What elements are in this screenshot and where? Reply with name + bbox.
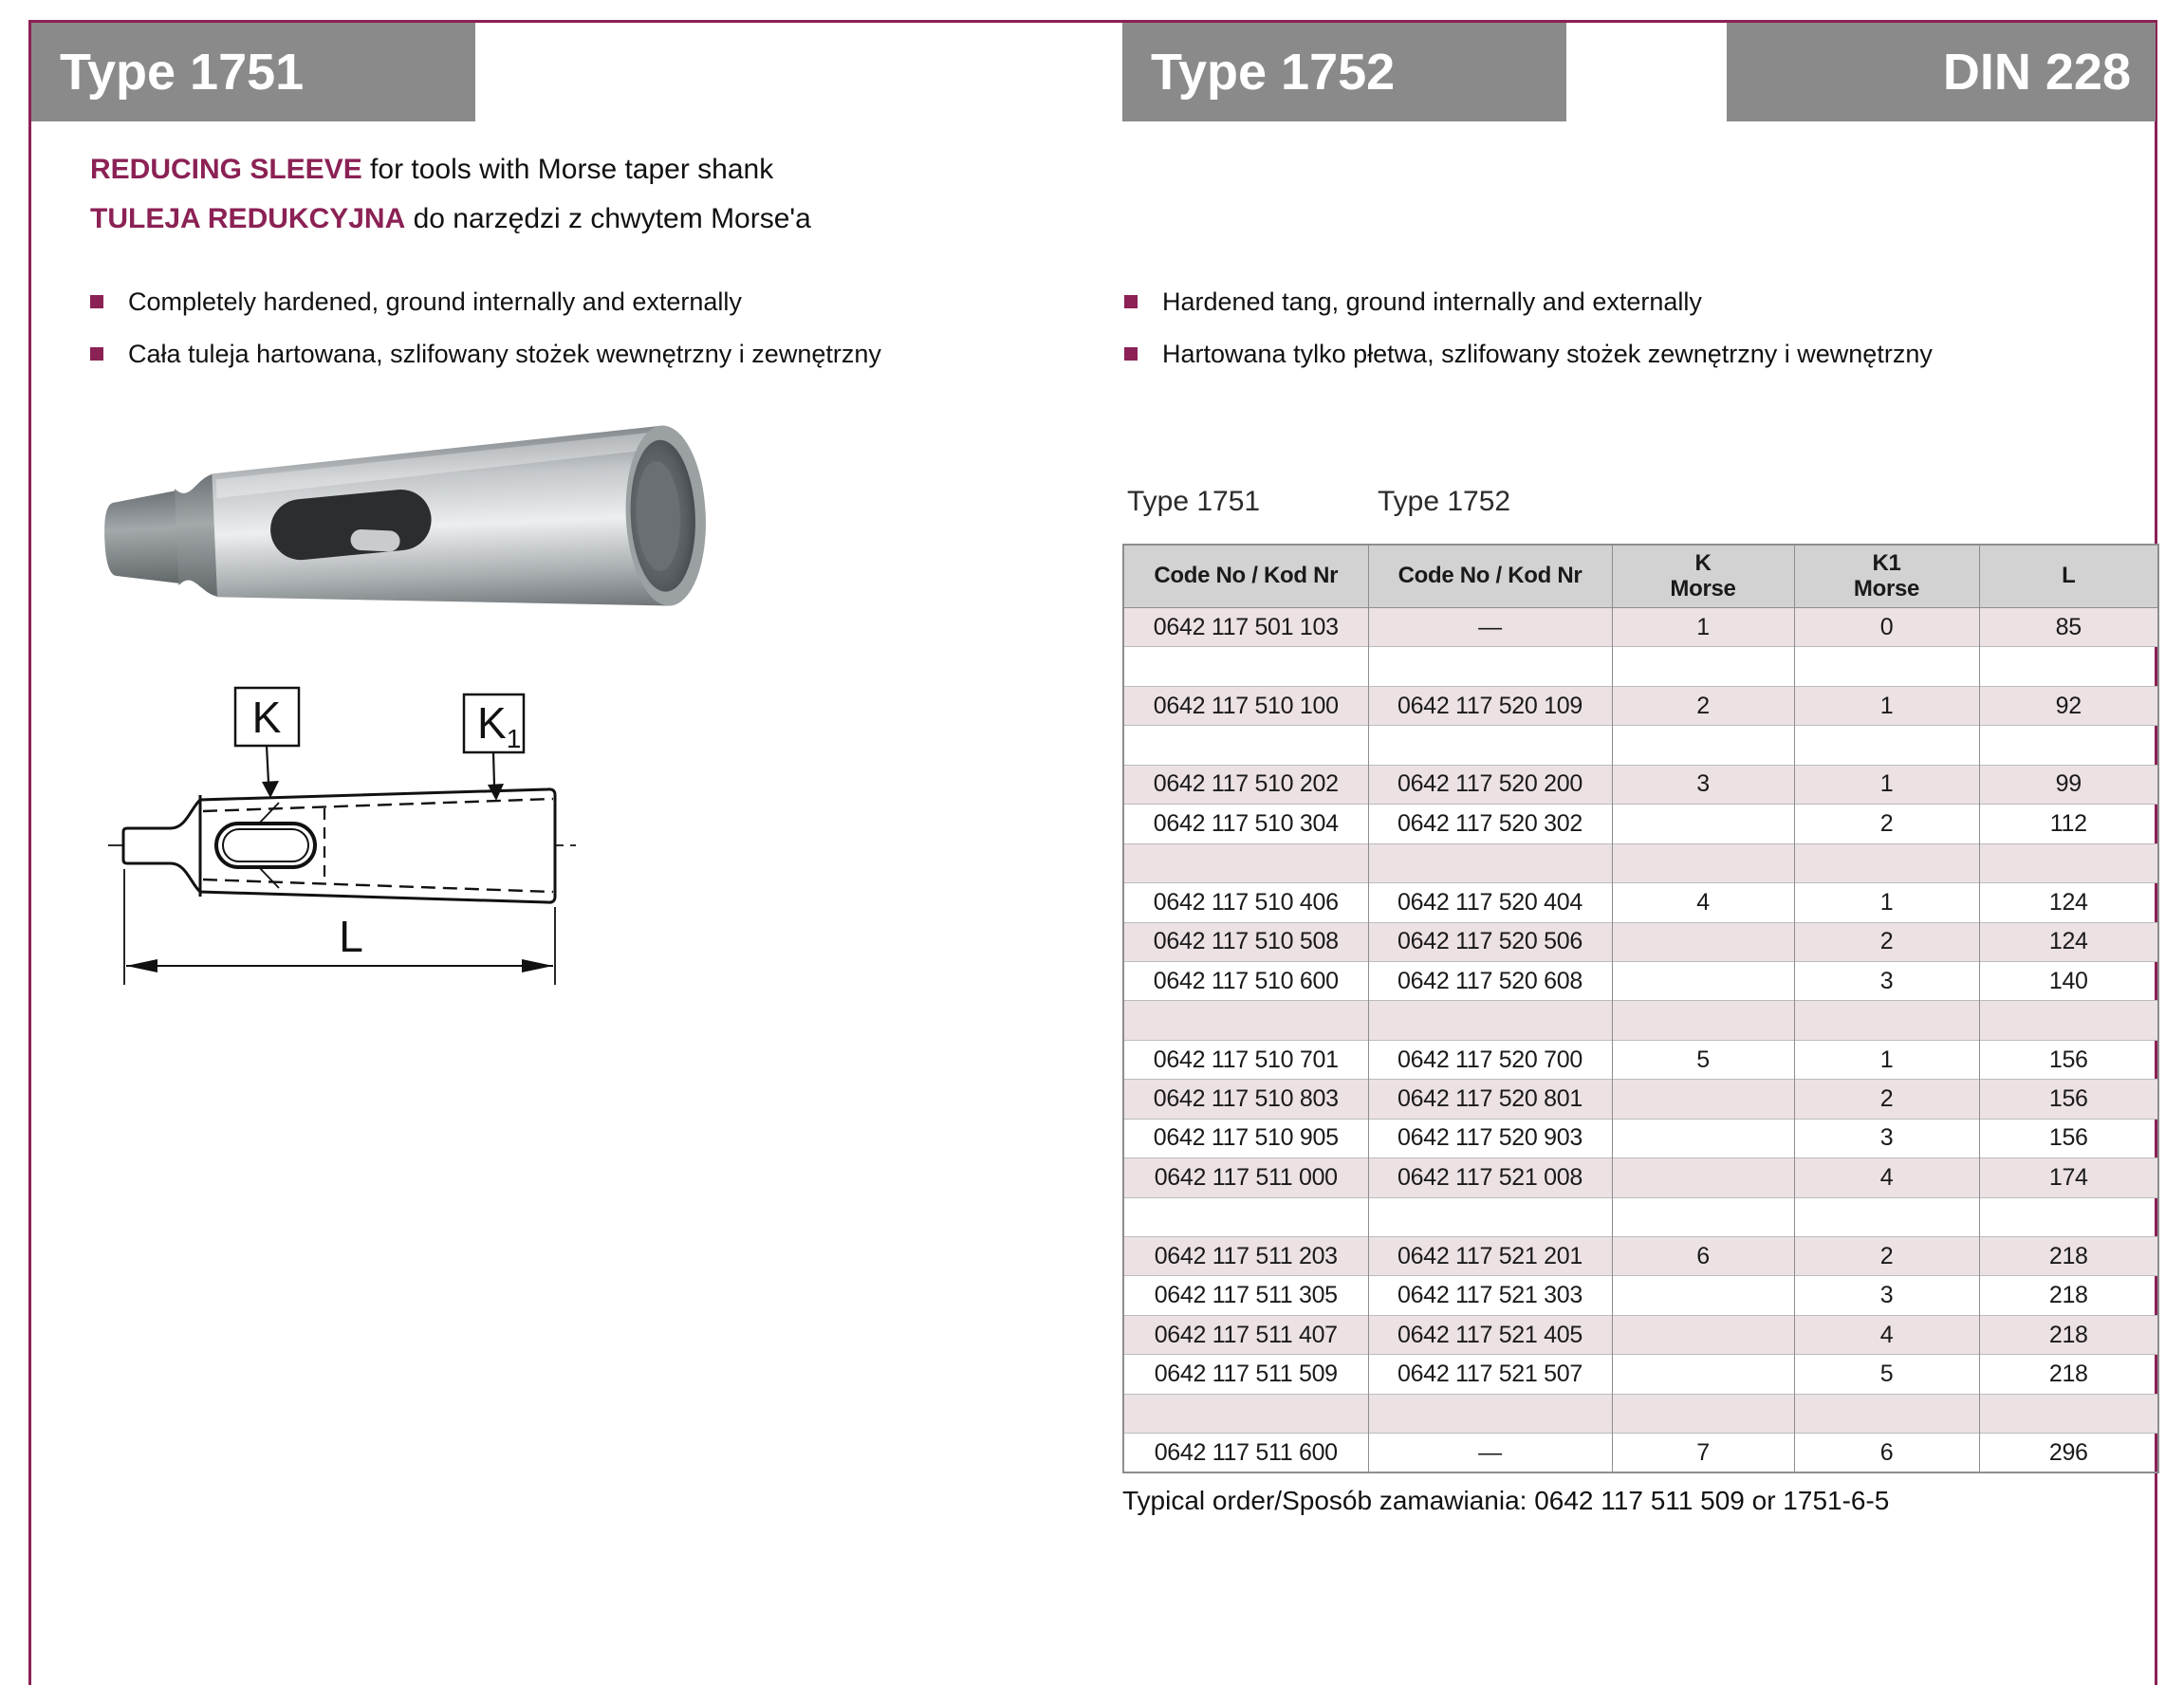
- product-title-en-rest: for tools with Morse taper shank: [361, 154, 774, 185]
- header-type-1751-label: Type 1751: [60, 44, 305, 101]
- cell-k1-morse: [1794, 1197, 1979, 1236]
- cell-k1-morse: 1: [1794, 1040, 1979, 1079]
- header-din-label: DIN 228: [1942, 44, 2131, 101]
- cell-k1-morse: [1794, 1394, 1979, 1433]
- product-title-en-bold: REDUCING SLEEVE: [90, 154, 362, 185]
- bullet-square-icon: [90, 347, 103, 361]
- cell-code-1751: [1123, 1394, 1368, 1433]
- cell-k1-morse: 4: [1794, 1315, 1979, 1354]
- col-header-k1-morse: K1 Morse: [1794, 545, 1979, 608]
- cell-k1-morse: 1: [1794, 765, 1979, 804]
- cell-code-1751: 0642 117 510 406: [1123, 883, 1368, 922]
- col-header-l: L: [1979, 545, 2158, 608]
- cell-l: 85: [1979, 608, 2158, 647]
- cell-code-1752: —: [1368, 1434, 1612, 1473]
- cell-l: 156: [1979, 1080, 2158, 1119]
- cell-k-morse: [1612, 961, 1794, 1000]
- cell-l: 140: [1979, 961, 2158, 1000]
- table-row: [1123, 686, 2158, 725]
- cell-l: 296: [1979, 1434, 2158, 1473]
- cell-code-1751: 0642 117 510 803: [1123, 1080, 1368, 1119]
- cell-code-1752: 0642 117 520 506: [1368, 922, 1612, 961]
- cell-code-1752: 0642 117 520 200: [1368, 765, 1612, 804]
- header-type-1751: [31, 23, 475, 121]
- cell-code-1751: [1123, 1001, 1368, 1040]
- cell-k-morse: 6: [1612, 1237, 1794, 1276]
- cell-code-1752: 0642 117 520 903: [1368, 1119, 1612, 1157]
- cell-l: 124: [1979, 922, 2158, 961]
- cell-code-1752: 0642 117 521 507: [1368, 1355, 1612, 1394]
- cell-code-1752: 0642 117 521 405: [1368, 1315, 1612, 1354]
- feature-left-1-text: Completely hardened, ground internally and externally: [128, 287, 742, 316]
- cell-k1-morse: [1794, 726, 1979, 765]
- feature-right-1: [1124, 287, 1702, 317]
- cell-k1-morse: 4: [1794, 1158, 1979, 1197]
- table-row: [1123, 608, 2158, 647]
- cell-l: [1979, 1394, 2158, 1433]
- cell-code-1752: 0642 117 520 404: [1368, 883, 1612, 922]
- cell-l: [1979, 1197, 2158, 1236]
- cell-code-1751: 0642 117 510 100: [1123, 686, 1368, 725]
- cell-code-1752: 0642 117 520 801: [1368, 1080, 1612, 1119]
- cell-code-1751: [1123, 647, 1368, 686]
- cell-k1-morse: 1: [1794, 883, 1979, 922]
- cell-l: [1979, 726, 2158, 765]
- table-row: [1123, 1080, 2158, 1119]
- cell-k-morse: [1612, 805, 1794, 843]
- cell-k1-morse: [1794, 1001, 1979, 1040]
- col-header-code-1752: Code No / Kod Nr: [1368, 545, 1612, 608]
- sleeve-render: [101, 424, 710, 630]
- feature-right-2-text: Hartowana tylko płetwa, szlifowany stożek zewnętrzny i wewnętrzny: [1162, 340, 1933, 368]
- table-row: [1123, 1434, 2158, 1473]
- cell-code-1751: 0642 117 511 000: [1123, 1158, 1368, 1197]
- cell-l: 156: [1979, 1040, 2158, 1079]
- cell-k-morse: 5: [1612, 1040, 1794, 1079]
- table-row: [1123, 1197, 2158, 1236]
- parts-table-head: [1123, 545, 2158, 608]
- cell-l: 218: [1979, 1315, 2158, 1354]
- cell-l: 174: [1979, 1158, 2158, 1197]
- table-row: [1123, 922, 2158, 961]
- product-title-pl: [90, 203, 811, 235]
- cell-code-1751: 0642 117 511 407: [1123, 1315, 1368, 1354]
- feature-right-1-text: Hardened tang, ground internally and externally: [1162, 287, 1702, 316]
- cell-k-morse: [1612, 1001, 1794, 1040]
- table-row: [1123, 843, 2158, 882]
- cell-k-morse: [1612, 843, 1794, 882]
- k-leader-line: [267, 746, 268, 783]
- cell-l: 92: [1979, 686, 2158, 725]
- cell-l: [1979, 1001, 2158, 1040]
- bullet-square-icon: [90, 295, 103, 308]
- cell-k1-morse: 3: [1794, 1276, 1979, 1315]
- cell-code-1752: [1368, 1394, 1612, 1433]
- product-title-pl-rest: do narzędzi z chwytem Morse'a: [405, 203, 811, 234]
- cell-k1-morse: 0: [1794, 608, 1979, 647]
- cell-k-morse: [1612, 1119, 1794, 1157]
- cell-k1-morse: 2: [1794, 1237, 1979, 1276]
- cell-code-1751: 0642 117 511 305: [1123, 1276, 1368, 1315]
- cell-l: 156: [1979, 1119, 2158, 1157]
- cell-k-morse: 3: [1612, 765, 1794, 804]
- cell-k1-morse: 2: [1794, 1080, 1979, 1119]
- bullet-square-icon: [1124, 347, 1138, 361]
- cell-code-1752: [1368, 1001, 1612, 1040]
- k1-label: $K_1$: [477, 698, 522, 753]
- table-row: [1123, 647, 2158, 686]
- header-type-1752: [1122, 23, 1566, 121]
- table-row: [1123, 883, 2158, 922]
- table-row: [1123, 1040, 2158, 1079]
- l-label: L: [339, 912, 363, 961]
- cell-l: 218: [1979, 1276, 2158, 1315]
- cell-code-1751: 0642 117 501 103: [1123, 608, 1368, 647]
- table-row: [1123, 1237, 2158, 1276]
- cell-k-morse: 2: [1612, 686, 1794, 725]
- cell-k-morse: 4: [1612, 883, 1794, 922]
- table-row: [1123, 1394, 2158, 1433]
- cell-k1-morse: 3: [1794, 961, 1979, 1000]
- parts-table: [1122, 544, 2159, 1473]
- cell-code-1752: —: [1368, 608, 1612, 647]
- cell-code-1752: 0642 117 520 109: [1368, 686, 1612, 725]
- cell-code-1751: 0642 117 510 508: [1123, 922, 1368, 961]
- cell-code-1752: [1368, 843, 1612, 882]
- k1-leader-line: [493, 752, 494, 786]
- cell-l: [1979, 647, 2158, 686]
- product-title-pl-bold: TULEJA REDUKCYJNA: [90, 203, 406, 234]
- cell-code-1751: 0642 117 511 600: [1123, 1434, 1368, 1473]
- cell-code-1751: 0642 117 511 509: [1123, 1355, 1368, 1394]
- cell-code-1751: 0642 117 510 600: [1123, 961, 1368, 1000]
- feature-left-2: [90, 340, 881, 369]
- cell-code-1751: 0642 117 511 203: [1123, 1237, 1368, 1276]
- cell-k-morse: [1612, 1355, 1794, 1394]
- table-row: [1123, 1001, 2158, 1040]
- cell-code-1751: 0642 117 510 202: [1123, 765, 1368, 804]
- cell-k1-morse: 6: [1794, 1434, 1979, 1473]
- k-label: K: [251, 693, 282, 742]
- table-group-label-1752: Type 1752: [1378, 486, 1511, 517]
- table-row: [1123, 1355, 2158, 1394]
- feature-left-1: [90, 287, 742, 317]
- cell-l: 218: [1979, 1355, 2158, 1394]
- cell-code-1752: 0642 117 520 302: [1368, 805, 1612, 843]
- cell-l: 112: [1979, 805, 2158, 843]
- cell-k-morse: 1: [1612, 608, 1794, 647]
- cell-code-1752: 0642 117 520 700: [1368, 1040, 1612, 1079]
- cell-k1-morse: 2: [1794, 922, 1979, 961]
- table-row: [1123, 1315, 2158, 1354]
- typical-order-note: Typical order/Sposób zamawiania: 0642 117 511 509 or 1751-6-5: [1122, 1486, 1890, 1515]
- feature-left-2-text: Cała tuleja hartowana, szlifowany stożek wewnętrzny i zewnętrzny: [128, 340, 881, 368]
- cell-k1-morse: [1794, 647, 1979, 686]
- table-row: [1123, 1158, 2158, 1197]
- table-row: [1123, 961, 2158, 1000]
- table-row: [1123, 1119, 2158, 1157]
- parts-table-body: [1123, 608, 2158, 1473]
- table-row: [1123, 765, 2158, 804]
- cell-code-1751: 0642 117 510 905: [1123, 1119, 1368, 1157]
- cell-code-1752: [1368, 647, 1612, 686]
- cell-k-morse: [1612, 1276, 1794, 1315]
- cell-code-1752: [1368, 1197, 1612, 1236]
- cell-code-1751: 0642 117 510 304: [1123, 805, 1368, 843]
- cell-l: 99: [1979, 765, 2158, 804]
- cell-code-1752: [1368, 726, 1612, 765]
- table-row: [1123, 726, 2158, 765]
- feature-right-2: [1124, 340, 1933, 369]
- cell-k-morse: 7: [1612, 1434, 1794, 1473]
- cell-code-1751: [1123, 1197, 1368, 1236]
- cell-k1-morse: 1: [1794, 686, 1979, 725]
- cell-code-1752: 0642 117 520 608: [1368, 961, 1612, 1000]
- cell-k1-morse: 2: [1794, 805, 1979, 843]
- cell-k-morse: [1612, 1315, 1794, 1354]
- l-arrow-right: [522, 959, 553, 972]
- table-row: [1123, 1276, 2158, 1315]
- cell-k1-morse: 5: [1794, 1355, 1979, 1394]
- header-din-228: [1727, 23, 2156, 121]
- cell-l: 124: [1979, 883, 2158, 922]
- cell-code-1752: 0642 117 521 008: [1368, 1158, 1612, 1197]
- cell-code-1751: [1123, 843, 1368, 882]
- l-arrow-left: [126, 959, 157, 972]
- page-border-left: [28, 20, 31, 1685]
- cell-k-morse: [1612, 1394, 1794, 1433]
- col-header-k-morse: K Morse: [1612, 545, 1794, 608]
- table-row: [1123, 805, 2158, 843]
- cell-k-morse: [1612, 726, 1794, 765]
- cell-code-1752: 0642 117 521 201: [1368, 1237, 1612, 1276]
- header-type-1752-label: Type 1752: [1151, 44, 1396, 101]
- cell-k-morse: [1612, 647, 1794, 686]
- cell-code-1751: 0642 117 510 701: [1123, 1040, 1368, 1079]
- cell-l: [1979, 843, 2158, 882]
- sleeve-photo: [85, 408, 750, 645]
- k-arrowhead: [262, 781, 279, 798]
- cell-k-morse: [1612, 922, 1794, 961]
- cell-l: 218: [1979, 1237, 2158, 1276]
- bullet-square-icon: [1124, 295, 1138, 308]
- cell-k1-morse: [1794, 843, 1979, 882]
- cell-k-morse: [1612, 1197, 1794, 1236]
- cell-code-1751: [1123, 726, 1368, 765]
- table-group-label-1751: Type 1751: [1127, 486, 1261, 517]
- cell-k-morse: [1612, 1080, 1794, 1119]
- header-row: [1123, 545, 2158, 608]
- cell-code-1752: 0642 117 521 303: [1368, 1276, 1612, 1315]
- product-title-en: [90, 154, 773, 186]
- dimension-drawing: [76, 664, 607, 1006]
- cell-k1-morse: 3: [1794, 1119, 1979, 1157]
- col-header-code-1751: Code No / Kod Nr: [1123, 545, 1368, 608]
- cell-k-morse: [1612, 1158, 1794, 1197]
